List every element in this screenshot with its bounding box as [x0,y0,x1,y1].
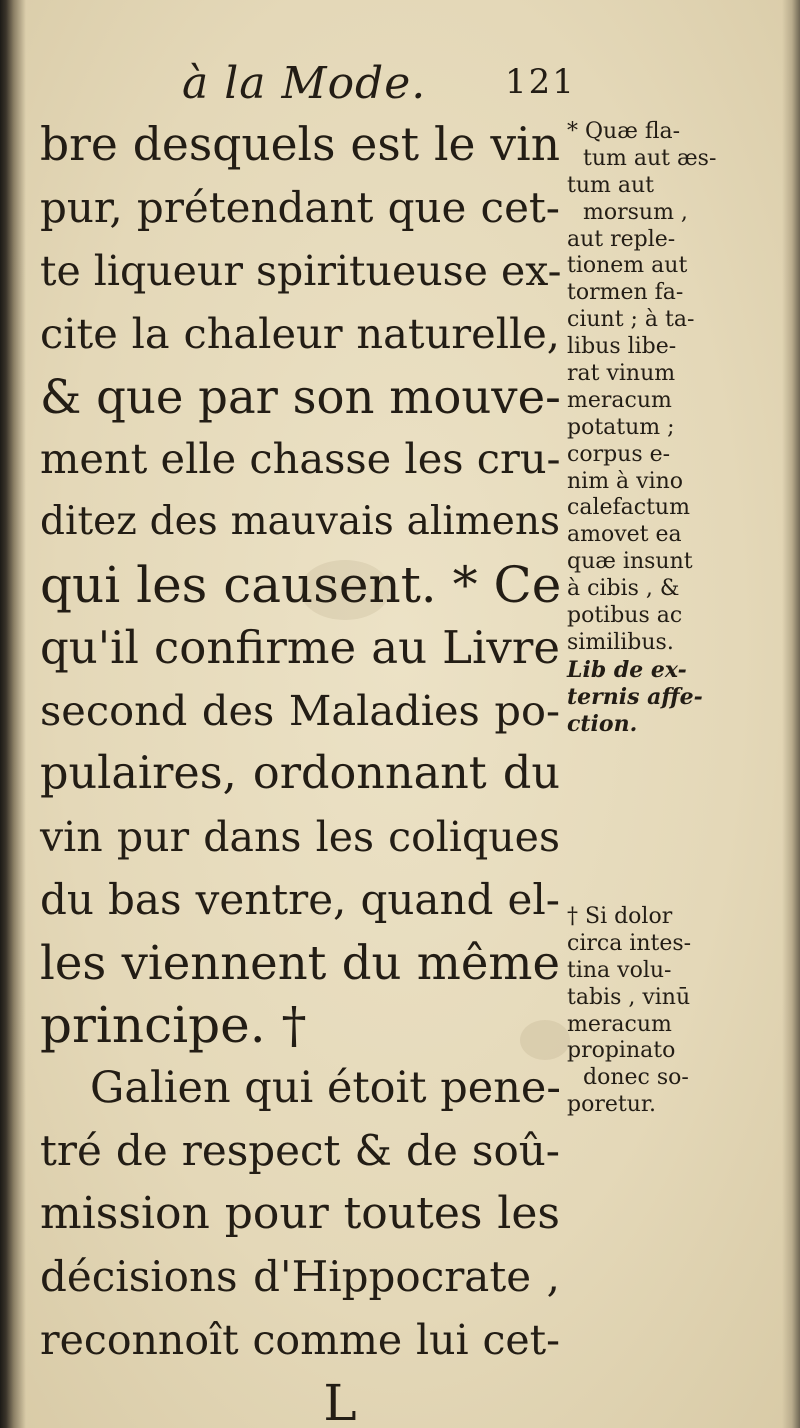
note-line: rat vinum [567,361,676,387]
note-line: amovet ea [567,522,682,548]
text-line: ment elle chasse les cru- [40,434,561,484]
note-line: similibus. [567,629,674,655]
note-line: aut reple- [567,226,676,252]
note-line: ction. [567,710,638,737]
note-line: Lib de ex- [567,656,687,683]
text-line: du bas ventre, quand el- [40,874,560,924]
text-line: ditez des mauvais alimens [40,499,560,545]
note-line: circa intes- [567,930,692,956]
note-line: * Quæ fla- [567,119,681,144]
text-line: bre desquels est le vin [40,118,560,171]
note-line: potatum ; [567,414,675,440]
note-line: libus libe- [567,334,677,360]
note-line: tum aut æs- [583,145,717,171]
note-line: morsum , [583,199,688,225]
note-line: tina volu- [567,957,672,983]
note-line: tabis , vinū [567,984,691,1010]
text-line: reconnoît comme lui cet- [40,1315,560,1364]
text-line: pur, prétendant que cet- [40,182,560,232]
text-line: décisions d'Hippocrate , [40,1252,560,1302]
note-line: tormen fa- [567,280,684,306]
note-line: ciunt ; à ta- [567,307,695,333]
note-line: tionem aut [567,253,688,279]
note-line: quæ insunt [567,549,693,575]
note-line: tum aut [567,172,654,198]
text-line: vin pur dans les coliques [40,812,560,861]
text-line: Galien qui étoit pene- [90,1063,561,1114]
note-line: à cibis , & [567,576,680,602]
note-line: poretur. [567,1092,656,1118]
page-binding-shadow [0,0,26,1428]
note-line: † Si dolor [567,904,673,929]
text-line: tré de respect & de soû- [40,1126,560,1176]
note-line: meracum [567,387,672,413]
text-line: qui les causent. * Ce [40,556,562,615]
text-line: qu'il confirme au Livre [40,621,560,675]
text-line: mission pour toutes les [40,1188,560,1240]
page-number: 121 [505,62,576,102]
note-line: donec so- [583,1065,689,1091]
note-line: nim à vino [567,468,684,494]
text-line: second des Maladies po- [40,686,560,736]
side-note-a [567,119,737,737]
running-title: à la Mode. [182,58,427,109]
note-line: potibus ac [567,603,683,629]
catchword: L [323,1373,357,1428]
note-line: calefactum [567,495,690,521]
text-line: cite la chaleur naturelle, [40,308,560,358]
note-line: propinato [567,1038,676,1064]
text-line: principe. † [40,996,307,1055]
text-line: les viennent du même [40,935,560,990]
note-line: meracum [567,1011,672,1037]
main-text-block [40,114,560,1428]
note-line: ternis affe- [567,683,703,710]
text-line: & que par son mouve- [40,369,561,424]
text-line: te liqueur spiritueuse ex- [40,246,562,295]
note-line: corpus e- [567,441,671,467]
text-line: pulaires, ordonnant du [40,747,560,799]
side-note-b [567,904,737,1119]
page-edge-shadow [782,0,800,1428]
